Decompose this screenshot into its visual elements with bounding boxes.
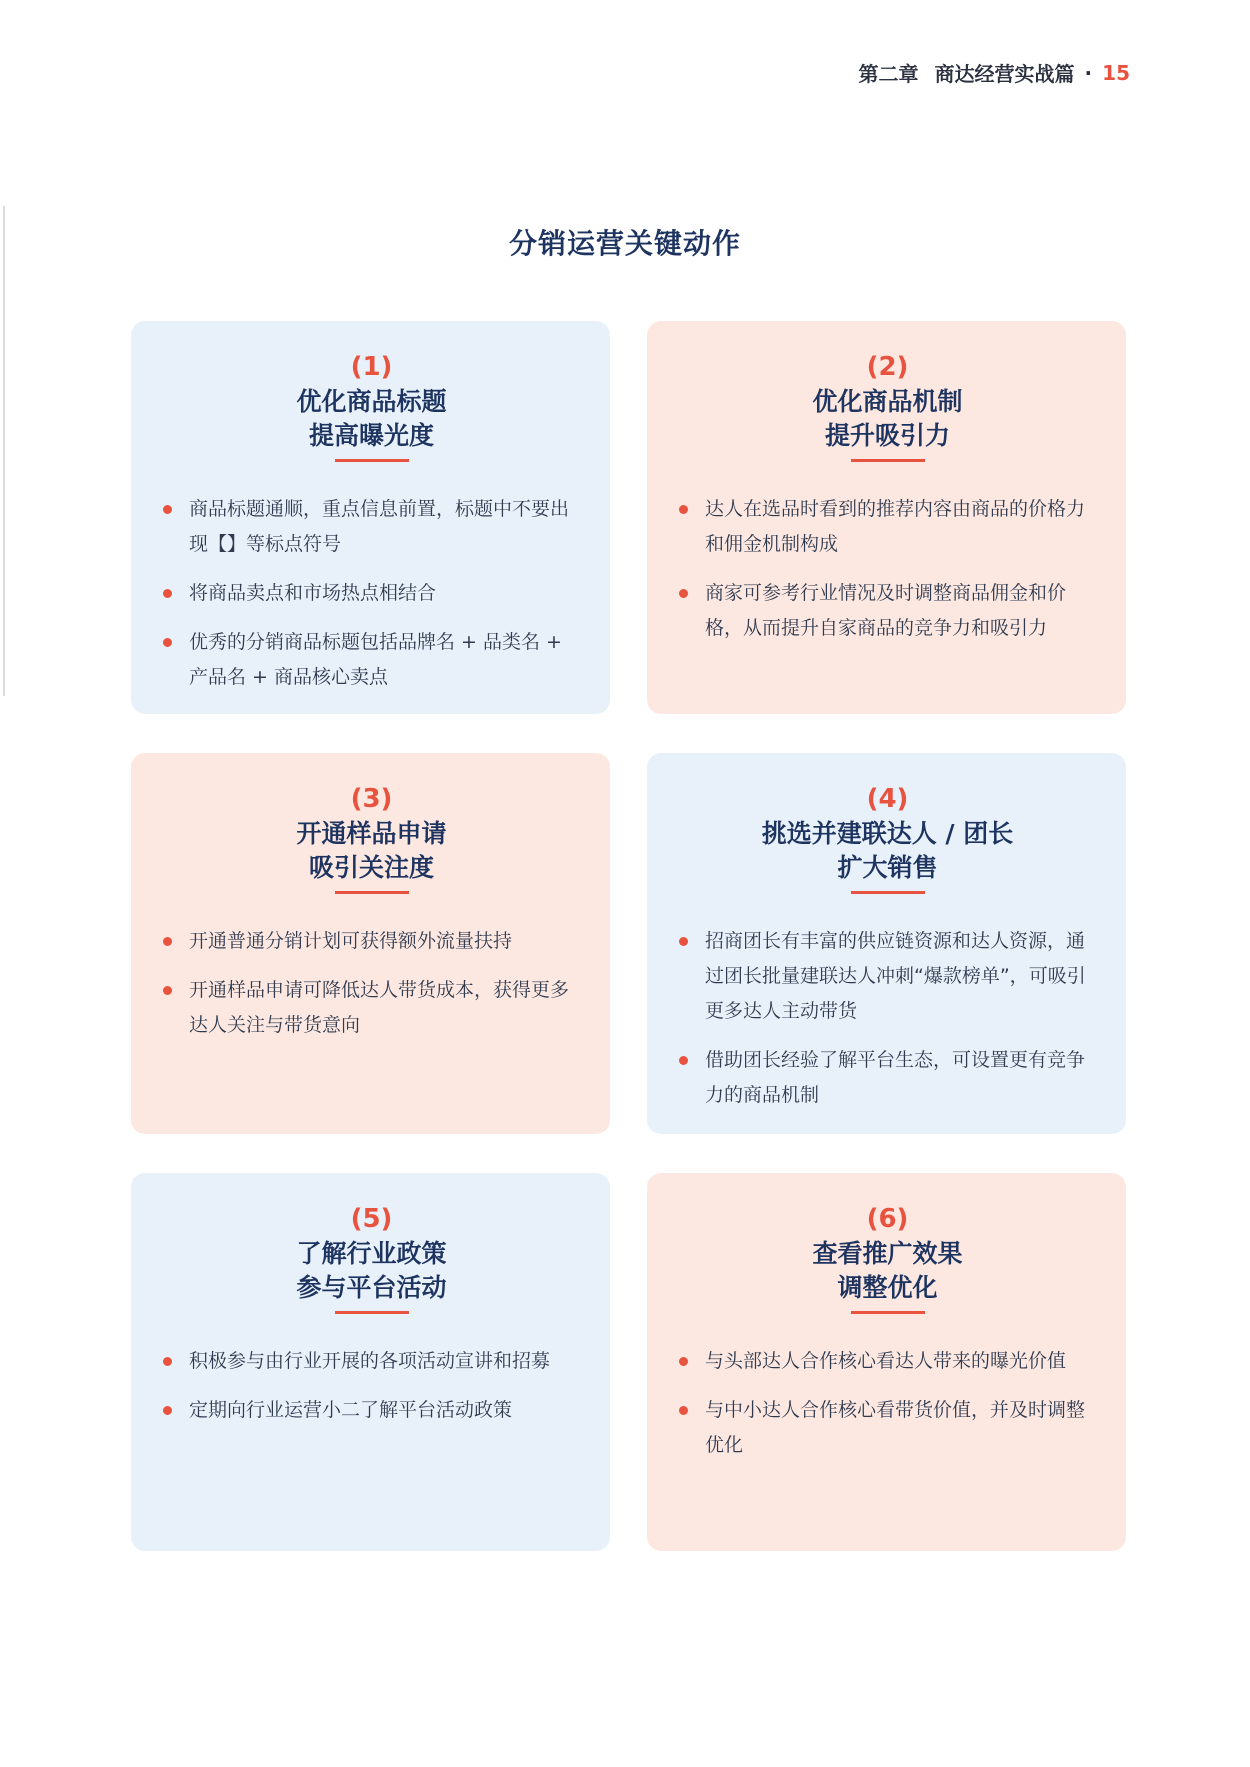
card-number: (4) (866, 784, 909, 814)
bullet-text: 与头部达人合作核心看达人带来的曝光价值 (705, 1350, 1067, 1372)
margin-rule (3, 206, 5, 696)
card-title-line2: 调整优化 (837, 1273, 938, 1302)
section-title: 分销运营关键动作 (508, 227, 741, 260)
card-title-line1: 挑选并建联达人 / 团长 (761, 819, 1014, 848)
bullet-text: 借助团长经验了解平台生态，可设置更有竞争力的商品机制 (705, 1049, 1086, 1106)
card-3 (131, 753, 610, 1134)
bullet-dot-icon (679, 589, 688, 598)
bullet-dot-icon (679, 1406, 688, 1415)
bullet-item (677, 1393, 1098, 1463)
bullet-item (161, 492, 582, 562)
bullet-item (677, 1043, 1098, 1113)
bullet-dot-icon (163, 1357, 172, 1366)
bullet-dot-icon (163, 505, 172, 514)
bullet-text: 优秀的分销商品标题包括品牌名 + 品类名 + 产品名 + 商品核心卖点 (189, 631, 562, 688)
card-title-underline (335, 1311, 409, 1314)
card-bullet-list (161, 924, 582, 1043)
header-separator: · (1084, 60, 1093, 85)
card-title-line2: 吸引关注度 (308, 853, 434, 882)
card-title-line2: 参与平台活动 (296, 1273, 447, 1302)
bullet-text: 定期向行业运营小二了解平台活动政策 (189, 1399, 513, 1421)
card-title-line2: 提高曝光度 (308, 421, 434, 450)
card-title-line1: 优化商品标题 (296, 387, 447, 416)
card-6 (647, 1173, 1126, 1551)
card-title-line2: 提升吸引力 (824, 421, 950, 450)
card-2 (647, 321, 1126, 714)
bullet-dot-icon (679, 937, 688, 946)
card-bullet-list (161, 492, 582, 695)
bullet-dot-icon (679, 505, 688, 514)
bullet-dot-icon (163, 937, 172, 946)
bullet-item (677, 924, 1098, 1029)
card-number: (3) (350, 784, 393, 814)
bullet-item (677, 492, 1098, 562)
bullet-item (677, 576, 1098, 646)
card-1 (131, 321, 610, 714)
bullet-text: 开通普通分销计划可获得额外流量扶持 (189, 930, 513, 952)
bullet-text: 与中小达人合作核心看带货价值，并及时调整优化 (705, 1399, 1086, 1456)
chapter-title: 商达经营实战篇 (934, 62, 1075, 86)
bullet-item (161, 625, 582, 695)
card-5 (131, 1173, 610, 1551)
card-title-line1: 开通样品申请 (296, 819, 447, 848)
bullet-dot-icon (163, 1406, 172, 1415)
bullet-item (161, 924, 582, 959)
bullet-text: 招商团长有丰富的供应链资源和达人资源，通过团长批量建联达人冲刺“爆款榜单”，可吸引更多达人主动带货 (705, 930, 1086, 1022)
bullet-item (161, 1393, 582, 1428)
card-number: (1) (350, 352, 393, 382)
bullet-text: 积极参与由行业开展的各项活动宣讲和招募 (189, 1350, 551, 1372)
bullet-text: 商家可参考行业情况及时调整商品佣金和价格，从而提升自家商品的竞争力和吸引力 (705, 582, 1067, 639)
card-bullet-list (677, 492, 1098, 646)
action-cards-grid (131, 321, 1126, 1551)
page-number: 15 (1102, 60, 1130, 85)
bullet-item (161, 1344, 582, 1379)
card-title-line2: 扩大销售 (837, 853, 938, 882)
card-title-underline (851, 459, 925, 462)
card-number: (2) (866, 352, 909, 382)
card-bullet-list (677, 1344, 1098, 1463)
card-title-underline (335, 459, 409, 462)
bullet-text: 开通样品申请可降低达人带货成本，获得更多达人关注与带货意向 (189, 979, 570, 1036)
running-header (859, 58, 1130, 87)
bullet-item (161, 973, 582, 1043)
bullet-text: 商品标题通顺，重点信息前置，标题中不要出现【】等标点符号 (189, 498, 570, 555)
bullet-item (677, 1344, 1098, 1379)
bullet-dot-icon (679, 1056, 688, 1065)
card-title-underline (851, 891, 925, 894)
card-4 (647, 753, 1126, 1134)
card-title-line1: 了解行业政策 (296, 1239, 447, 1268)
card-bullet-list (161, 1344, 582, 1428)
bullet-dot-icon (163, 986, 172, 995)
card-title-underline (851, 1311, 925, 1314)
bullet-text: 达人在选品时看到的推荐内容由商品的价格力和佣金机制构成 (705, 498, 1086, 555)
card-number: (5) (350, 1204, 393, 1234)
card-number: (6) (866, 1204, 909, 1234)
card-title-line1: 查看推广效果 (812, 1239, 963, 1268)
bullet-text: 将商品卖点和市场热点相结合 (189, 582, 437, 604)
card-title-underline (335, 891, 409, 894)
bullet-dot-icon (163, 589, 172, 598)
bullet-dot-icon (679, 1357, 688, 1366)
bullet-item (161, 576, 582, 611)
bullet-dot-icon (163, 638, 172, 647)
card-bullet-list (677, 924, 1098, 1113)
chapter-label: 第二章 (858, 62, 919, 86)
card-title-line1: 优化商品机制 (812, 387, 963, 416)
